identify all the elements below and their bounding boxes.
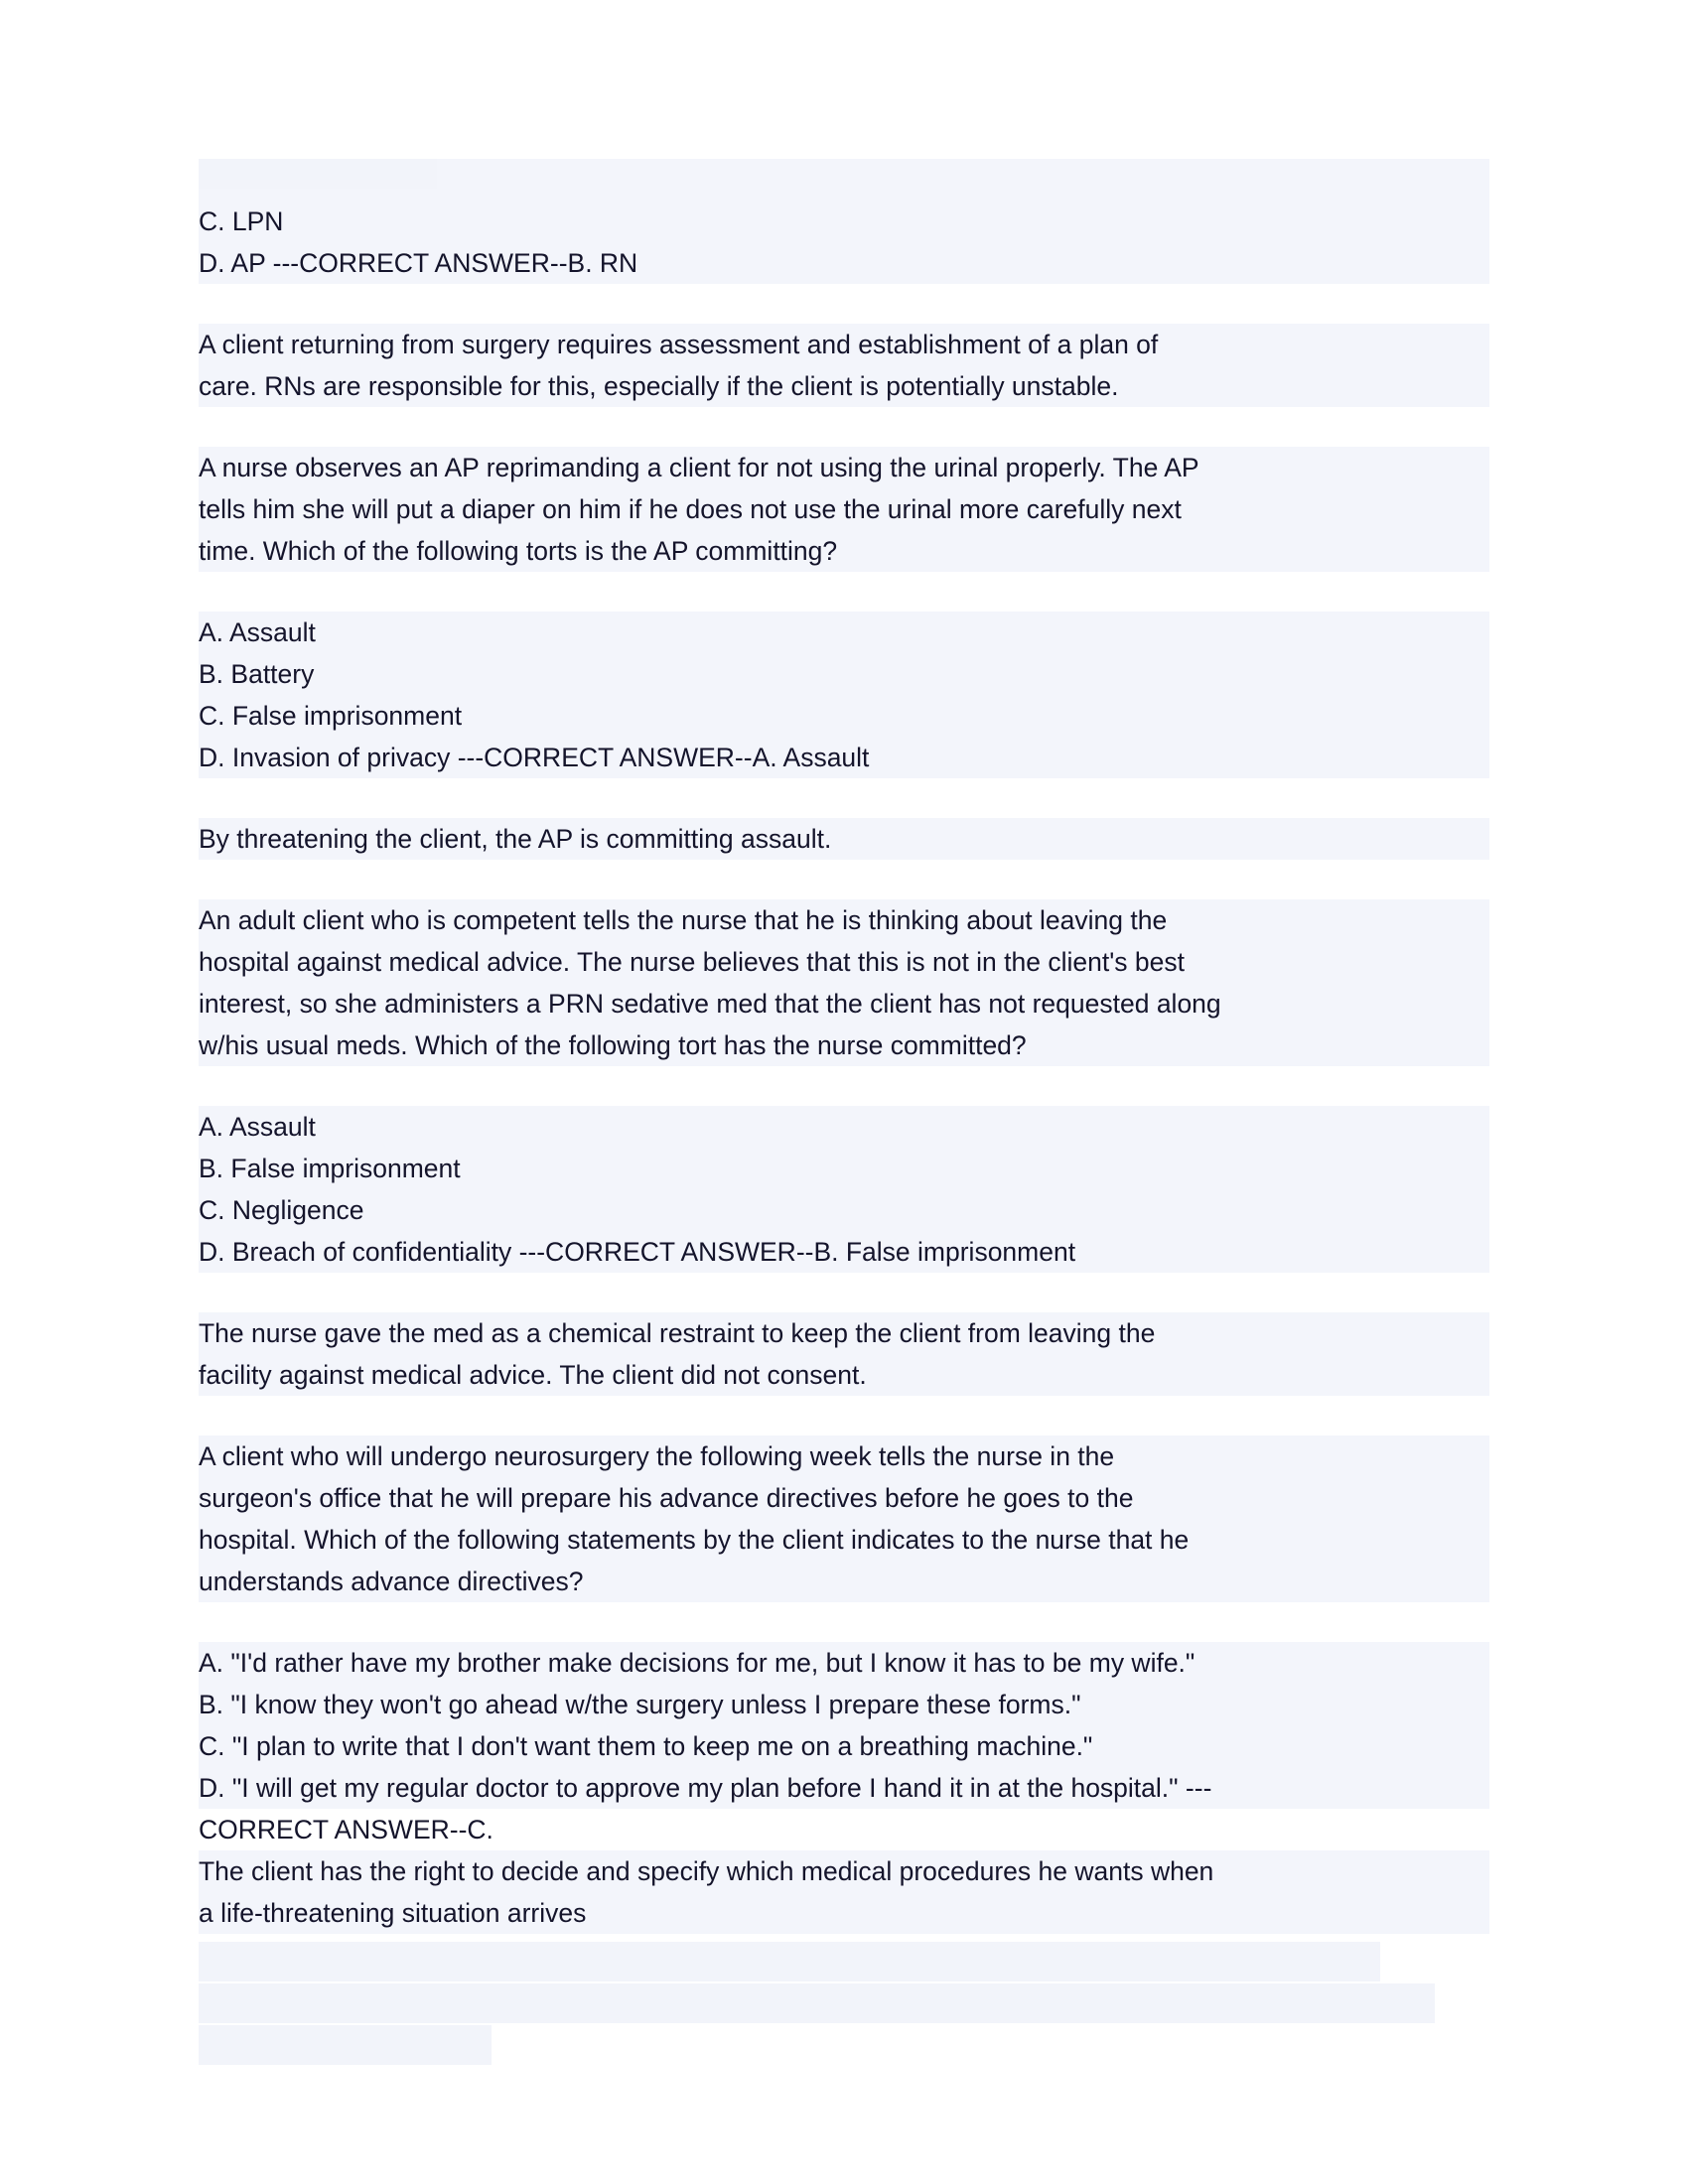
text-line: The nurse gave the med as a chemical restraint to keep the client from leaving the (199, 1312, 1489, 1354)
text-line: A nurse observes an AP reprimanding a client for not using the urinal properly. The AP (199, 447, 1489, 488)
text-line: D. Invasion of privacy ---CORRECT ANSWER--A. Assault (199, 737, 1489, 778)
text-line: care. RNs are responsible for this, especially if the client is potentially unstable. (199, 365, 1489, 407)
text-line: w/his usual meds. Which of the following tort has the nurse committed? (199, 1024, 1489, 1066)
highlight-band-bottom-2 (199, 1983, 1435, 2023)
text-line: An adult client who is competent tells the nurse that he is thinking about leaving the (199, 899, 1489, 941)
text-line: C. "I plan to write that I don't want them to keep me on a breathing machine." (199, 1725, 1489, 1767)
text-line: C. False imprisonment (199, 695, 1489, 737)
text-block-rationale-3 (199, 1312, 1489, 1396)
text-line: The client has the right to decide and specify which medical procedures he wants when (199, 1850, 1489, 1892)
text-line: A. "I'd rather have my brother make decisions for me, but I know it has to be my wife." (199, 1642, 1489, 1684)
text-block-rationale-2 (199, 818, 1489, 860)
text-line: C. LPN (199, 201, 1489, 242)
highlight-band-bottom-1 (199, 1942, 1380, 1981)
text-line: CORRECT ANSWER--C. (199, 1815, 493, 1844)
text-block-question-3-options (199, 1106, 1489, 1273)
text-line: interest, so she administers a PRN sedative med that the client has not requested along (199, 983, 1489, 1024)
text-line: A client who will undergo neurosurgery the following week tells the nurse in the (199, 1435, 1489, 1477)
text-line: surgeon's office that he will prepare his advance directives before he goes to the (199, 1477, 1489, 1519)
text-line: A. Assault (199, 612, 1489, 653)
text-line: By threatening the client, the AP is committing assault. (199, 818, 1489, 860)
text-line: B. "I know they won't go ahead w/the surgery unless I prepare these forms." (199, 1684, 1489, 1725)
text-line: A client returning from surgery requires assessment and establishment of a plan of (199, 324, 1489, 365)
text-block-question-4-options (199, 1642, 1489, 1934)
text-block-question-2-options (199, 612, 1489, 778)
text-line: facility against medical advice. The client did not consent. (199, 1354, 1489, 1396)
text-line: hospital. Which of the following statements by the client indicates to the nurse that he (199, 1519, 1489, 1561)
text-line: C. Negligence (199, 1189, 1489, 1231)
text-line: time. Which of the following torts is the AP committing? (199, 530, 1489, 572)
text-line: A. Assault (199, 1106, 1489, 1148)
text-line: a life-threatening situation arrives (199, 1892, 1489, 1934)
text-line: D. "I will get my regular doctor to approve my plan before I hand it in at the hospital." --- (199, 1767, 1489, 1809)
text-block-rationale-1 (199, 324, 1489, 407)
text-line: tells him she will put a diaper on him if he does not use the urinal more carefully next (199, 488, 1489, 530)
text-block-question-3 (199, 899, 1489, 1066)
text-block-question-4 (199, 1435, 1489, 1602)
document-body (199, 159, 1489, 1934)
text-line: B. False imprisonment (199, 1148, 1489, 1189)
text-line: understands advance directives? (199, 1561, 1489, 1602)
highlight-band-top (199, 159, 437, 189)
text-line: D. Breach of confidentiality ---CORRECT ANSWER--B. False imprisonment (199, 1231, 1489, 1273)
text-line: B. Battery (199, 653, 1489, 695)
text-block-question-2 (199, 447, 1489, 572)
text-line: D. AP ---CORRECT ANSWER--B. RN (199, 242, 1489, 284)
text-line: hospital against medical advice. The nurse believes that this is not in the client's best (199, 941, 1489, 983)
highlight-band-bottom-3 (199, 2025, 492, 2065)
